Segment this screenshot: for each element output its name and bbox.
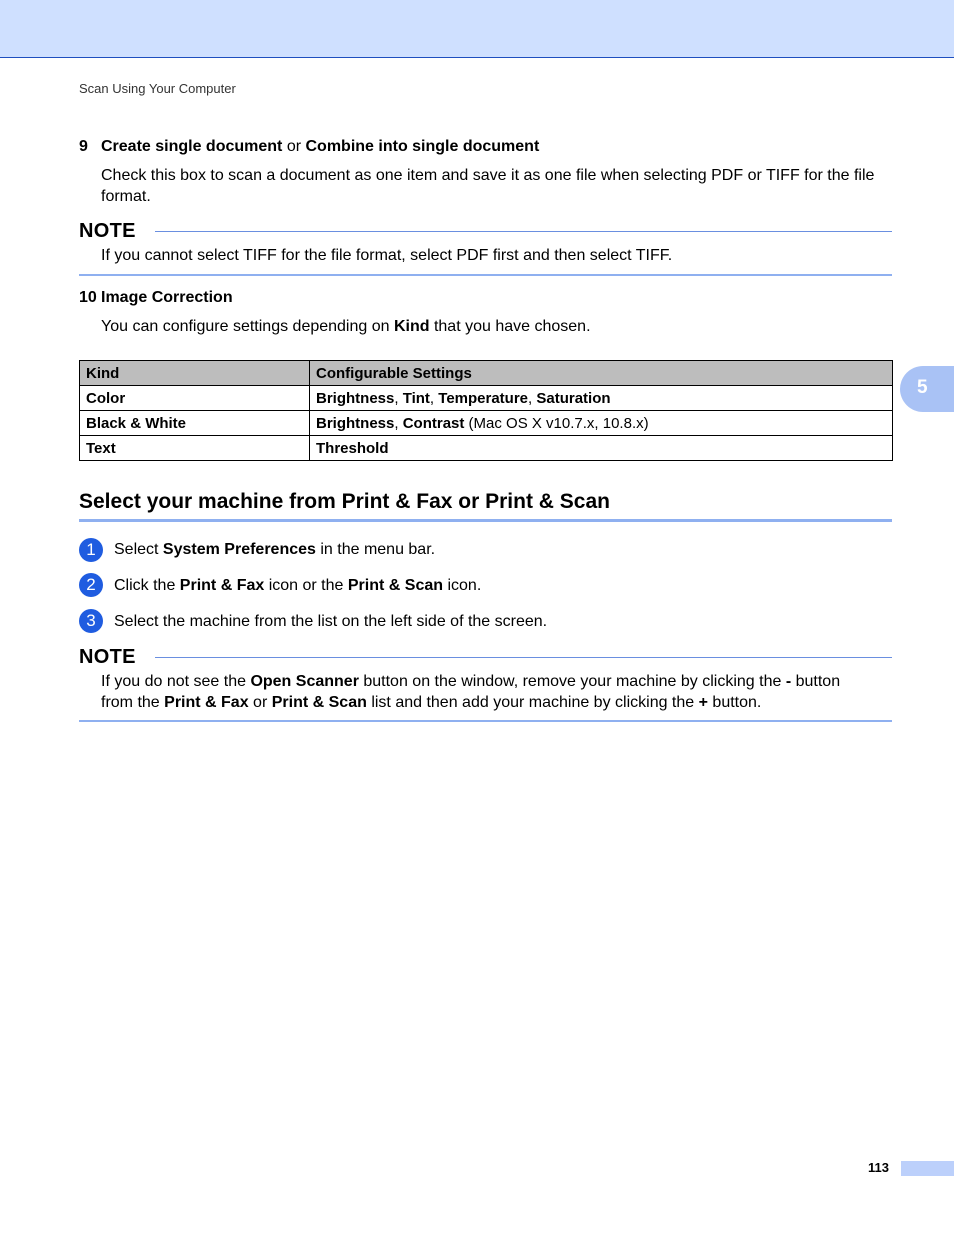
note-1-top-rule	[155, 231, 892, 232]
setting: Brightness	[316, 389, 395, 407]
text: icon or the	[264, 577, 348, 594]
table-header-row	[80, 361, 893, 386]
text: in the menu bar.	[315, 541, 436, 558]
menu-name: System Preferences	[162, 541, 316, 558]
step-2-text	[114, 577, 481, 595]
settings-cell	[310, 436, 893, 461]
button-name: -	[785, 673, 792, 690]
text: If you do not see the	[101, 673, 251, 690]
icon-name: Print & Scan	[347, 577, 444, 594]
setting-note: (Mac OS X v10.7.x, 10.8.x)	[464, 414, 649, 432]
column-header-kind: Kind	[80, 361, 310, 386]
kind-cell: Black & White	[80, 411, 310, 436]
settings-cell	[310, 411, 893, 436]
text: button	[791, 673, 841, 690]
setting: Brightness	[316, 414, 395, 432]
step-2-badge: 2	[79, 573, 103, 597]
table-row	[80, 436, 893, 461]
text: or	[248, 694, 272, 711]
separator: ,	[429, 389, 439, 407]
kind-cell: Color	[80, 386, 310, 411]
text: button.	[707, 694, 762, 711]
separator: ,	[394, 414, 403, 432]
running-head: Scan Using Your Computer	[79, 81, 236, 96]
setting: Saturation	[536, 389, 611, 407]
text: Click the	[114, 577, 180, 594]
step-9-or: or	[282, 138, 306, 155]
table-row	[80, 386, 893, 411]
step-10-description	[101, 316, 893, 337]
note-2-title: NOTE	[79, 646, 136, 668]
step-number: 10	[79, 289, 97, 306]
note-1-text: If you cannot select TIFF for the file format, select PDF first and then select TIFF.	[101, 247, 673, 264]
setting: Temperature	[438, 389, 529, 407]
note-1-bottom-rule	[79, 274, 892, 276]
chapter-tab	[900, 366, 954, 412]
step-10-heading	[79, 289, 233, 307]
list-name: Print & Fax	[164, 694, 249, 711]
step-1-text	[114, 541, 435, 559]
chapter-number: 5	[917, 377, 928, 398]
kind-label: Kind	[393, 318, 430, 335]
step-9-option-1: Create single document	[101, 138, 283, 155]
button-name: +	[698, 694, 708, 711]
column-header-settings: Configurable Settings	[310, 361, 893, 386]
note-2-bottom-rule	[79, 720, 892, 722]
settings-cell	[310, 386, 893, 411]
setting: Threshold	[316, 439, 389, 457]
step-3-badge: 3	[79, 609, 103, 633]
note-2-text	[101, 671, 893, 713]
note-2-top-rule	[155, 657, 892, 658]
separator: ,	[394, 389, 403, 407]
header-band	[0, 0, 954, 58]
image-correction-table	[79, 360, 893, 461]
setting: Contrast	[402, 414, 465, 432]
text: You can configure settings depending on	[101, 318, 394, 335]
step-1-badge: 1	[79, 538, 103, 562]
step-9-description: Check this box to scan a document as one item and save it as one file when selecting PDF or TIFF for the file format.	[101, 167, 875, 205]
text: from the	[101, 694, 165, 711]
icon-name: Print & Fax	[179, 577, 265, 594]
text: icon.	[443, 577, 482, 594]
table-row	[80, 411, 893, 436]
step-9-option-2: Combine into single document	[305, 138, 540, 155]
note-1-title: NOTE	[79, 220, 136, 242]
step-number: 9	[79, 138, 88, 155]
page-tab	[901, 1161, 954, 1176]
text: button on the window, remove your machine by clicking the	[358, 673, 786, 690]
button-name: Open Scanner	[250, 673, 359, 690]
step-9-heading	[79, 138, 539, 156]
step-3-text: Select the machine from the list on the left side of the screen.	[114, 613, 548, 630]
page-number: 113	[868, 1160, 889, 1175]
text: list and then add your machine by clicking the	[366, 694, 699, 711]
list-name: Print & Scan	[271, 694, 367, 711]
text: Select	[114, 541, 163, 558]
separator: ,	[528, 389, 537, 407]
text: that you have chosen.	[429, 318, 591, 335]
step-10-title: Image Correction	[101, 289, 233, 306]
section-title: Select your machine from Print & Fax or Print & Scan	[79, 490, 610, 513]
kind-cell: Text	[80, 436, 310, 461]
section-rule	[79, 519, 892, 522]
setting: Tint	[402, 389, 430, 407]
